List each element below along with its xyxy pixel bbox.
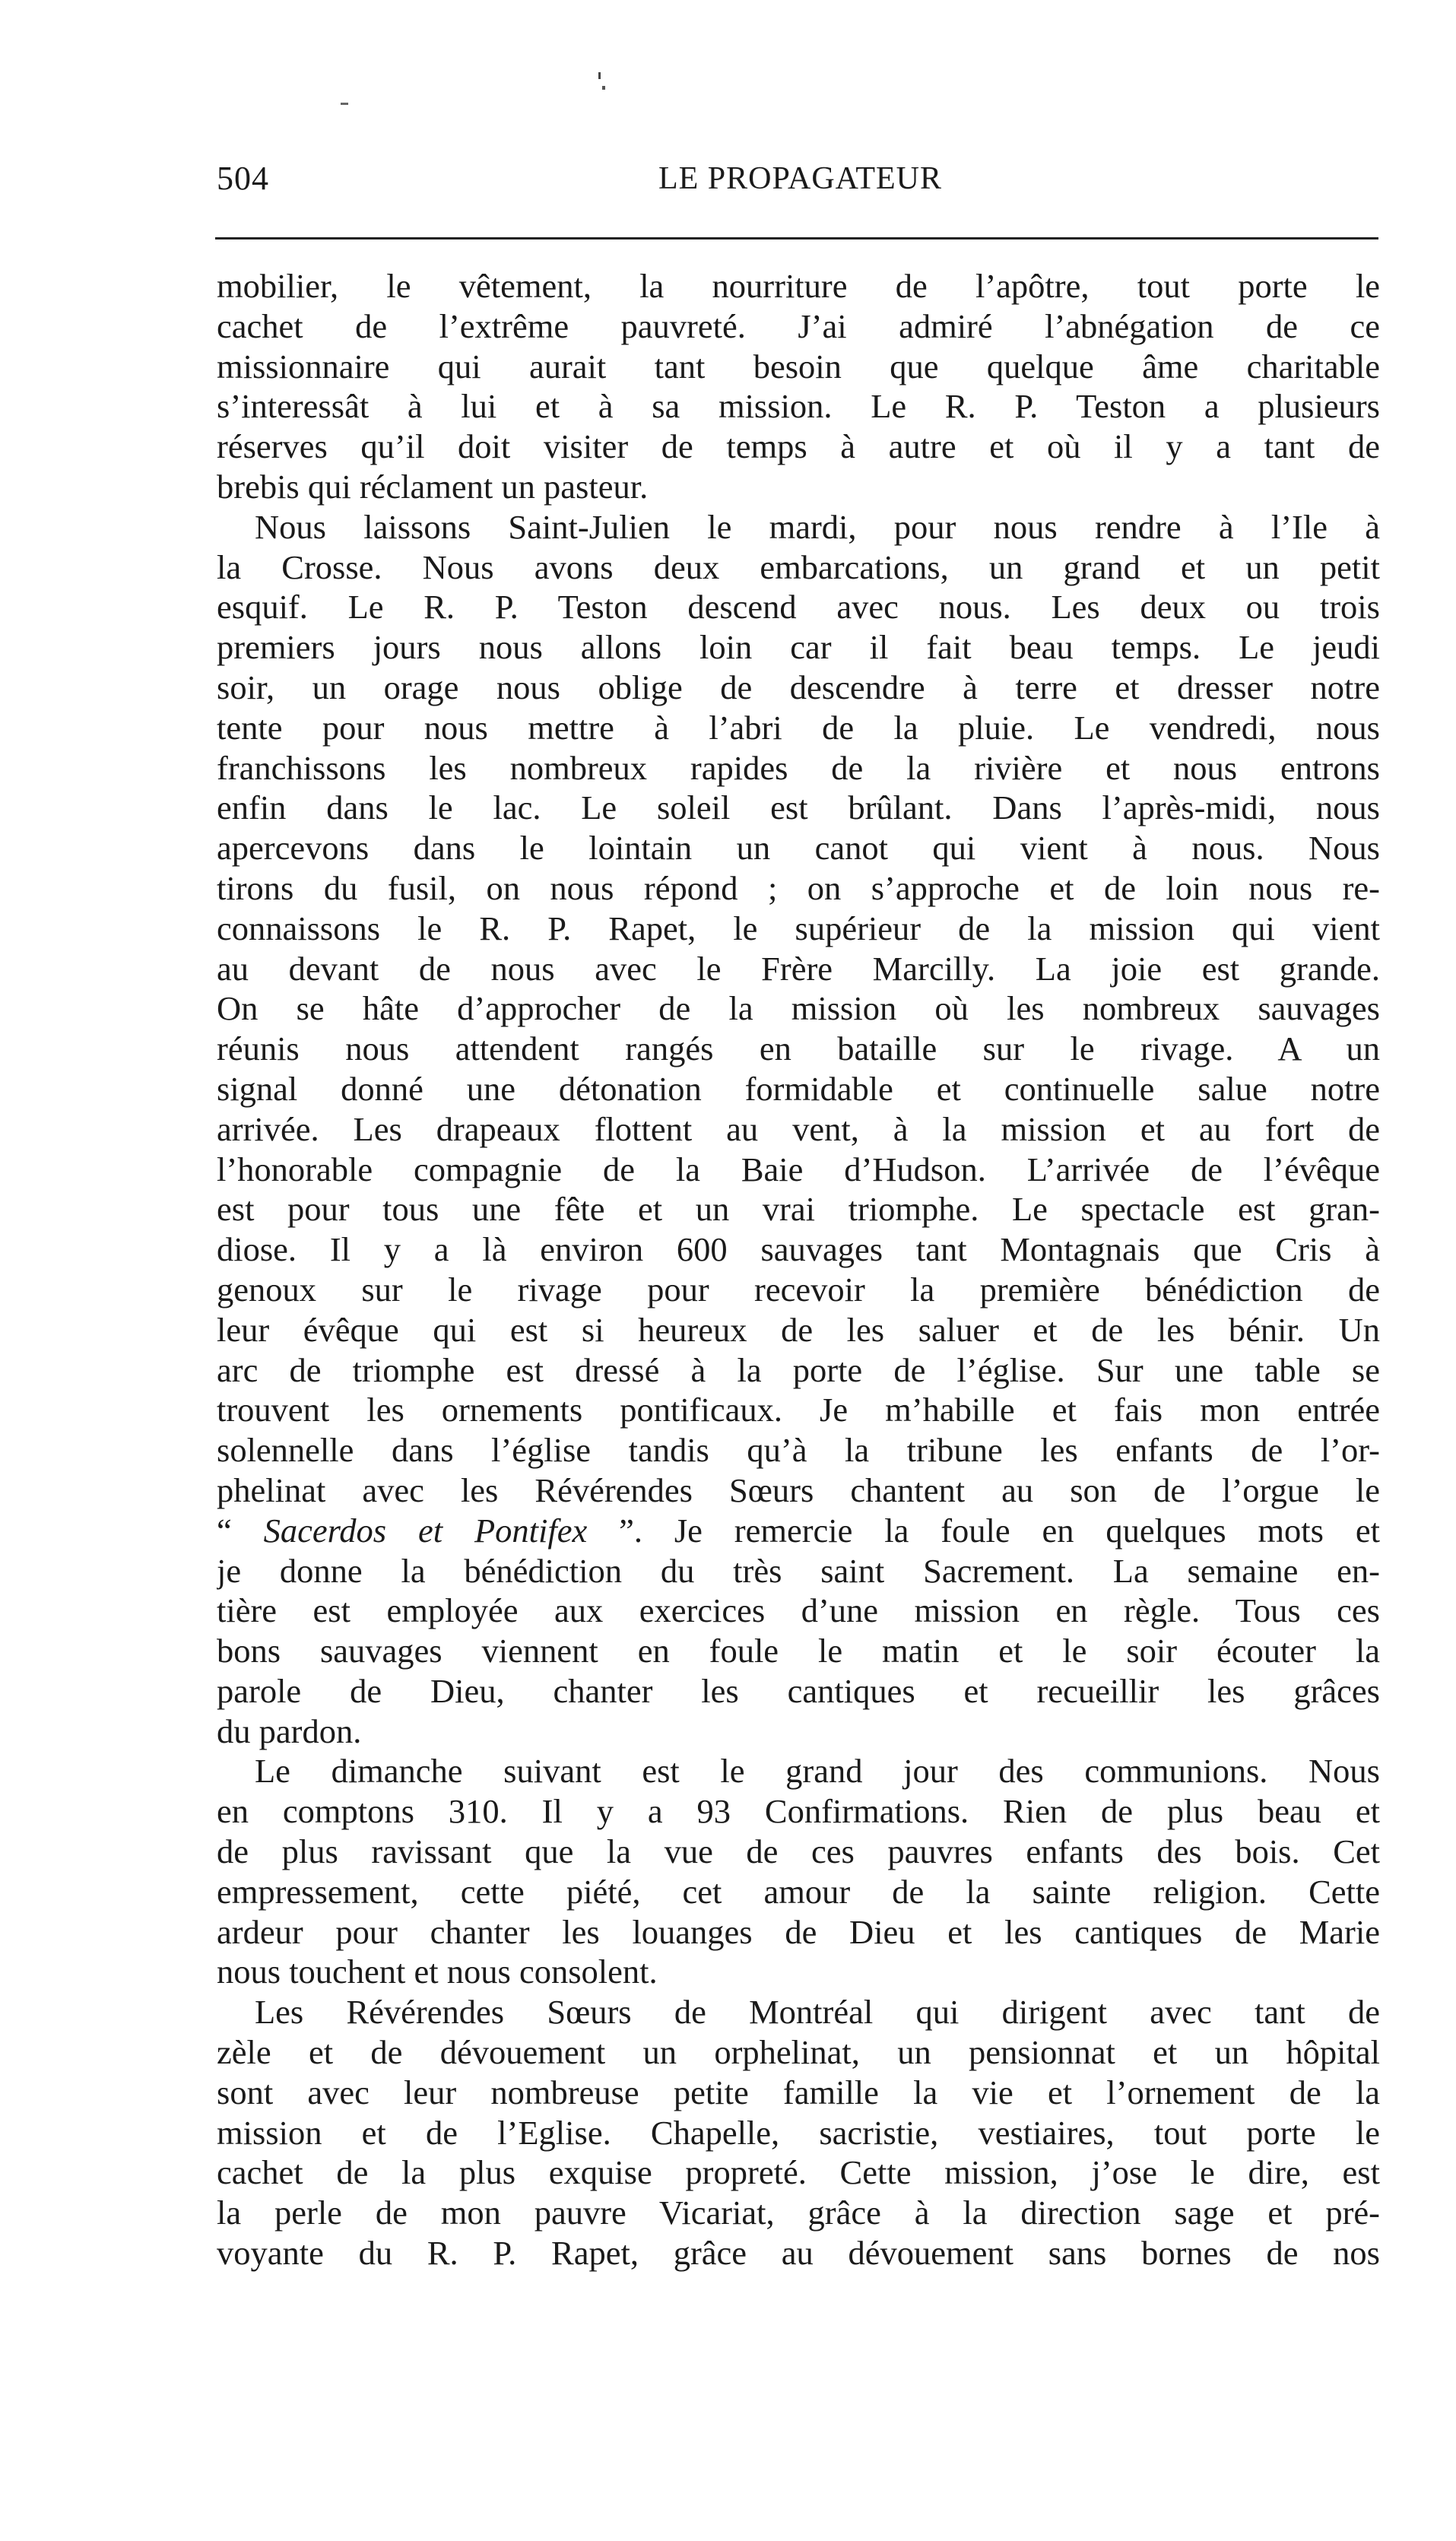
text-line: apercevons dans le lointain un canot qui vient à nous. Nous (217, 829, 1380, 868)
text-line: solennelle dans l’église tandis qu’à la tribune les enfants de l’or- (217, 1431, 1380, 1470)
running-title: LE PROPAGATEUR (658, 161, 942, 196)
text-line: arrivée. Les drapeaux flottent au vent, à la mission et au fort de (217, 1109, 1380, 1148)
text-line: voyante du R. P. Rapet, grâce au dévouement sans bornes de nos (217, 2234, 1380, 2273)
text-line: parole de Dieu, chanter les cantiques et recueillir les grâces (217, 1671, 1380, 1710)
text-line: phelinat avec les Révérendes Sœurs chantent au son de l’orgue le (217, 1470, 1380, 1509)
header-rule (215, 237, 1378, 240)
speck (598, 72, 601, 79)
text-line: Les Révérendes Sœurs de Montréal qui dirigent avec tant de (255, 1993, 1380, 2032)
text-line: brebis qui réclament un pasteur. (217, 467, 649, 506)
text-line: réunis nous attendent rangés en bataille sur le rivage. A un (217, 1029, 1380, 1068)
text-line: esquif. Le R. P. Teston descend avec nous. Les deux ou trois (217, 588, 1380, 627)
text-line-segment: “ (217, 1511, 264, 1550)
text-line: réserves qu’il doit visiter de temps à autre et où il y a tant de (217, 427, 1380, 466)
text-line: sont avec leur nombreuse petite famille la vie et l’ornement de la (217, 2073, 1380, 2111)
text-line (217, 1511, 1380, 1551)
text-line: du pardon. (217, 1711, 362, 1750)
print-specks (0, 0, 1456, 152)
text-line: la Crosse. Nous avons deux embarcations, un grand et un petit (217, 547, 1380, 586)
text-line: Le dimanche suivant est le grand jour des communions. Nous (255, 1752, 1380, 1791)
page-number: 504 (217, 160, 269, 197)
text-line: empressement, cette piété, cet amour de la sainte religion. Cette (217, 1872, 1380, 1911)
text-line: arc de triomphe est dressé à la porte de l’église. Sur une table se (217, 1350, 1380, 1389)
text-line: nous touchent et nous consolent. (217, 1953, 658, 1991)
body-text (217, 266, 1380, 2273)
text-line: de plus ravissant que la vue de ces pauvres enfants des bois. Cet (217, 1832, 1380, 1871)
text-line: en comptons 310. Il y a 93 Confirmations. Rien de plus beau et (217, 1792, 1380, 1831)
text-line: enfin dans le lac. Le soleil est brûlant. Dans l’après-midi, nous (217, 788, 1380, 827)
text-line: Nous laissons Saint-Julien le mardi, pour nous rendre à l’Ile à (255, 507, 1380, 546)
text-line: tière est employée aux exercices d’une mission en règle. Tous ces (217, 1591, 1380, 1630)
text-line: diose. Il y a là environ 600 sauvages tant Montagnais que Cris à (217, 1230, 1380, 1269)
text-line: signal donné une détonation formidable et continuelle salue notre (217, 1069, 1380, 1108)
text-line: On se hâte d’approcher de la mission où les nombreux sauvages (217, 989, 1380, 1028)
text-line: au devant de nous avec le Frère Marcilly. La joie est grande. (217, 949, 1380, 988)
text-line: la perle de mon pauvre Vicariat, grâce à la direction sage et pré- (217, 2194, 1380, 2232)
text-line-segment: ”. Je remercie la foule en quelques mots et (587, 1511, 1380, 1550)
text-line: tirons du fusil, on nous répond ; on s’approche et de loin nous re- (217, 868, 1380, 907)
italic-title: Sacerdos et Pontifex (263, 1511, 588, 1550)
text-line: trouvent les ornements pontificaux. Je m’habille et fais mon entrée (217, 1391, 1380, 1429)
text-line: mission et de l’Eglise. Chapelle, sacristie, vestiaires, tout porte le (217, 2113, 1380, 2152)
text-line: genoux sur le rivage pour recevoir la première bénédiction de (217, 1270, 1380, 1309)
text-line: ardeur pour chanter les louanges de Dieu et les cantiques de Marie (217, 1912, 1380, 1951)
text-line: leur évêque qui est si heureux de les saluer et de les bénir. Un (217, 1310, 1380, 1349)
text-line: franchissons les nombreux rapides de la rivière et nous entrons (217, 748, 1380, 787)
text-line: je donne la bénédiction du très saint Sacrement. La semaine en- (217, 1551, 1380, 1590)
text-line: tente pour nous mettre à l’abri de la pluie. Le vendredi, nous (217, 708, 1380, 747)
text-line: connaissons le R. P. Rapet, le supérieur de la mission qui vient (217, 909, 1380, 947)
text-line: bons sauvages viennent en foule le matin et le soir écouter la (217, 1632, 1380, 1670)
speck (341, 103, 348, 105)
page-header (217, 156, 1384, 201)
text-line: cachet de l’extrême pauvreté. J’ai admiré l’abnégation de ce (217, 306, 1380, 345)
text-line: cachet de la plus exquise propreté. Cette mission, j’ose le dire, est (217, 2153, 1380, 2192)
text-line: mobilier, le vêtement, la nourriture de l’apôtre, tout porte le (217, 267, 1380, 305)
text-line: premiers jours nous allons loin car il fait beau temps. Le jeudi (217, 628, 1380, 667)
speck (602, 86, 605, 90)
text-line: l’honorable compagnie de la Baie d’Hudson. L’arrivée de l’évêque (217, 1150, 1380, 1188)
text-line: missionnaire qui aurait tant besoin que quelque âme charitable (217, 347, 1380, 385)
text-line: soir, un orage nous oblige de descendre à terre et dresser notre (217, 668, 1380, 706)
text-line: zèle et de dévouement un orphelinat, un pensionnat et un hôpital (217, 2033, 1380, 2072)
text-line: s’interessât à lui et à sa mission. Le R. P. Teston a plusieurs (217, 387, 1380, 426)
text-line: est pour tous une fête et un vrai triomphe. Le spectacle est gran- (217, 1190, 1380, 1229)
